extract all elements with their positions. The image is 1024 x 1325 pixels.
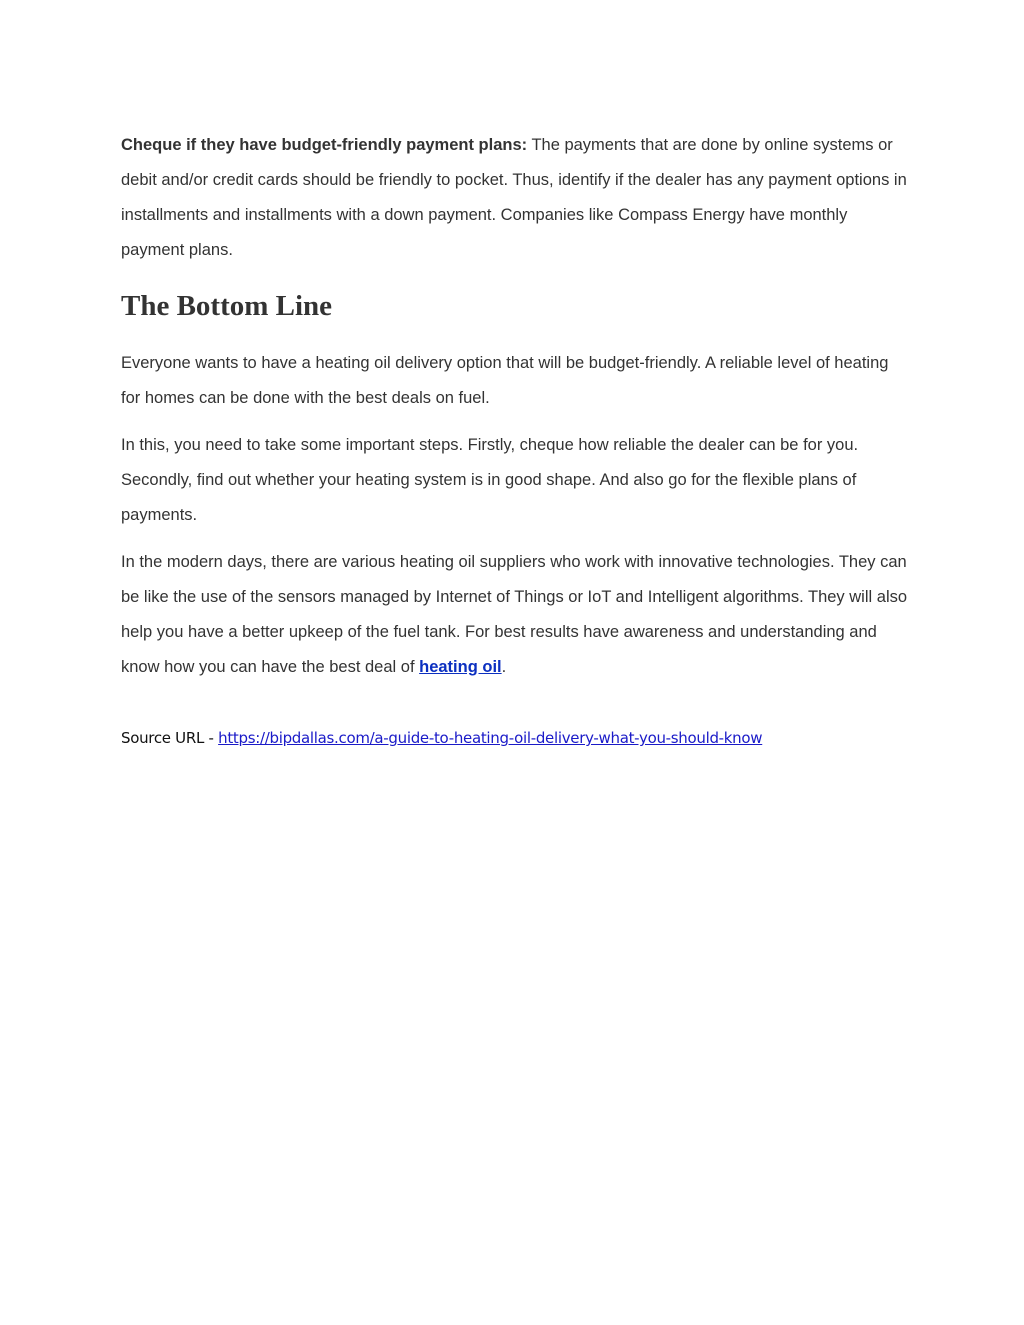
document-body (121, 128, 911, 697)
source-url-link[interactable]: https://bipdallas.com/a-guide-to-heating-oil-delivery-what-you-should-know (218, 729, 763, 747)
heating-oil-link[interactable]: heating oil (419, 658, 502, 676)
intro-body-text: The payments that are done by online systems or debit and/or credit cards should be friendly to pocket. Thus, identify if the dealer has any payment options in installments and installments with a down payment. Companies like Compass Energy have monthly payment plans. (121, 136, 907, 259)
paragraph-3-end: . (501, 658, 507, 676)
paragraph-1: Everyone wants to have a heating oil delivery option that will be budget-friendly. A reliable level of heating for homes can be done with the best deals on fuel. (121, 354, 889, 407)
paragraph-3 (121, 545, 911, 685)
paragraph-3-text: In the modern days, there are various heating oil suppliers who work with innovative technologies. They can be like the use of the sensors managed by Internet of Things or IoT and Intelligent algorithms. They will also help you have a better upkeep of the fuel tank. For best results have awareness and understanding and know how you can have the best deal of (121, 553, 908, 676)
section-heading: The Bottom Line (121, 290, 333, 322)
source-line (121, 726, 762, 750)
intro-paragraph (121, 128, 911, 268)
paragraph-2: In this, you need to take some important steps. Firstly, cheque how reliable the dealer can be for you. Secondly, find out whether your heating system is in good shape. And also go for the flexible plans of payments. (121, 436, 859, 524)
source-label: Source URL - (121, 729, 219, 747)
intro-lead-bold: Cheque if they have budget-friendly payment plans: (121, 136, 528, 154)
